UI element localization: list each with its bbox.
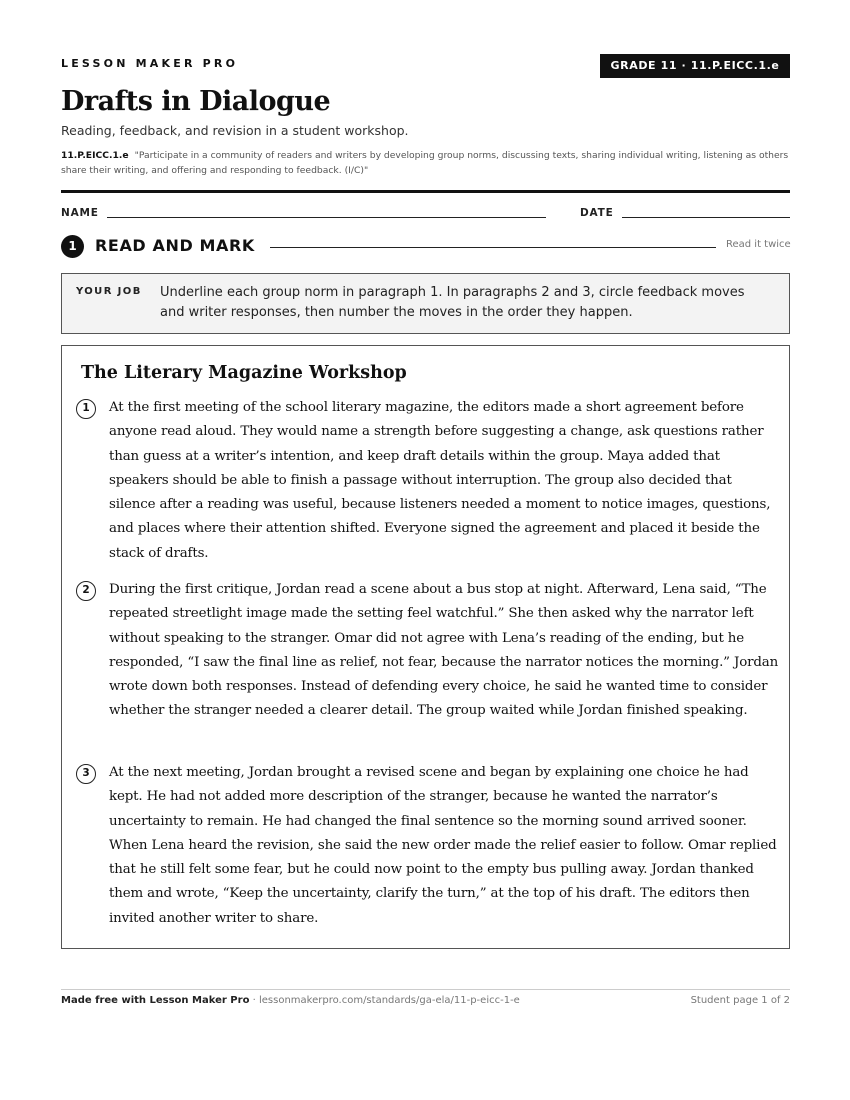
passage-box <box>61 345 790 949</box>
paragraph-number-badge: 2 <box>76 581 96 601</box>
date-label: DATE <box>580 207 614 219</box>
passage-paragraph: At the first meeting of the school literary magazine, the editors made a short agreement before anyone read aloud. They would name a strength before suggesting a change, ask questions rather than guess at a writer’s intention, and keep draft details within the group. Maya added that speakers should be able to finish a passage without interruption. The group also decided that silence after a reading was useful, because listeners needed a moment to notice images, questions, and places where their attention shifted. Everyone signed the agreement and placed it beside the stack of drafts. <box>109 400 771 561</box>
footer-page-number: Student page 1 of 2 <box>690 995 790 1006</box>
page-title: Drafts in Dialogue <box>61 86 331 117</box>
paragraph-number-badge: 3 <box>76 764 96 784</box>
name-label: NAME <box>61 207 99 219</box>
page-subtitle: Reading, feedback, and revision in a student workshop. <box>61 123 409 138</box>
standard-statement <box>61 148 791 178</box>
passage-paragraph: During the first critique, Jordan read a scene about a bus stop at night. Afterward, Lena said, “The repeated streetlight image made the setting feel watchful.” She then asked why the narrator left without speaking to the stranger. Omar did not agree with Lena’s reading of the ending, but he responded, “I saw the final line as relief, not fear, because the narrator notices the morning.” Jordan wrote down both responses. Instead of defending every choice, he said he wanted time to consider whether the stranger needed a clearer detail. The group waited while Jordan finished speaking. <box>109 582 779 719</box>
standard-text: "Participate in a community of readers and writers by developing group norms, discussing texts, sharing individual writing, listening as others share their writing, and offering and responding to feedback. (I/C)" <box>61 150 789 176</box>
footer-divider <box>61 989 790 990</box>
paragraph-number-badge: 1 <box>76 399 96 419</box>
section-note: Read it twice <box>726 239 791 250</box>
your-job-label: YOUR JOB <box>76 286 142 297</box>
standard-code: 11.P.EICC.1.e <box>61 150 129 161</box>
your-job-box <box>61 273 790 334</box>
brand-name: LESSON MAKER PRO <box>61 57 239 70</box>
date-field-line[interactable] <box>622 217 790 218</box>
grade-badge: GRADE 11 · 11.P.EICC.1.e <box>600 54 790 78</box>
footer-url[interactable]: · lessonmakerpro.com/standards/ga-ela/11-p-eicc-1-e <box>249 995 520 1006</box>
section-number-badge: 1 <box>61 235 84 258</box>
passage-paragraph: At the next meeting, Jordan brought a revised scene and began by explaining one choice he had kept. He had not added more description of the stranger, because he wanted the narrator’s uncertainty to remain. He had changed the final sentence so the morning sound arrived sooner. When Lena heard the revision, she said the new order made the relief easier to follow. Omar replied that he still felt some fear, but he could now point to the empty bus pulling away. Jordan thanked them and wrote, “Keep the uncertainty, clarify the turn,” at the top of his draft. The editors then invited another writer to share. <box>109 765 777 926</box>
section-title: READ AND MARK <box>95 236 255 255</box>
name-field-line[interactable] <box>107 217 546 218</box>
footer-made-with: Made free with Lesson Maker Pro <box>61 995 250 1006</box>
footer-credit <box>61 995 520 1006</box>
your-job-text: Underline each group norm in paragraph 1. In paragraphs 2 and 3, circle feedback moves and writer responses, then number the moves in the order they happen. <box>160 285 745 320</box>
passage-title: The Literary Magazine Workshop <box>81 363 407 383</box>
header-divider <box>61 190 790 193</box>
section-divider <box>270 247 716 248</box>
